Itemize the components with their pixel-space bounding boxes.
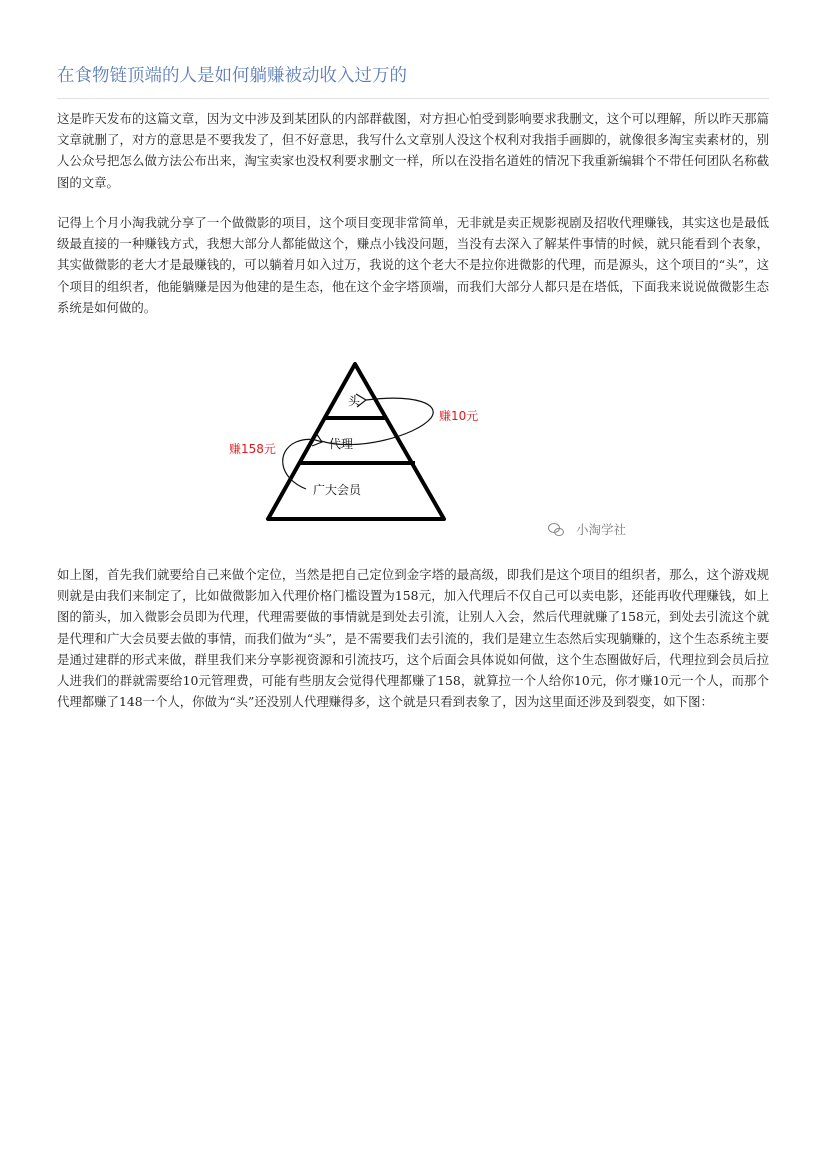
pyramid-diagram <box>226 356 646 546</box>
annotation-earn-10: 赚10元 <box>439 409 479 423</box>
paragraph-intro: 这是昨天发布的这篇文章，因为文中涉及到某团队的内部群截图，对方担心怕受到影响要求我删文，这个可以理解，所以昨天那篇文章就删了，对方的意思是不要我发了，但不好意思，我写什么文章别人没这个权利对我指手画脚的，就像很多淘宝卖素材的，别人公众号把怎么做方法公布出来，淘宝卖家也没权利要求删文一样，所以在没指名道姓的情况下我重新编辑个不带任何团队名称截图的文章。 <box>57 111 769 190</box>
title-divider <box>57 98 769 99</box>
tier-label-bottom: 广大会员 <box>313 483 362 497</box>
annotation-earn-158: 赚158元 <box>229 442 276 456</box>
tier-label-top: 头 <box>348 394 361 408</box>
paragraph-explanation: 如上图，首先我们就要给自己来做个定位，当然是把自己定位到金字塔的最高级，即我们是这个项目的组织者，那么，这个游戏规则就是由我们来制定了，比如做微影加入代理价格门槛设置为158元，加入代理后不仅自己可以卖电影，还能再收代理赚钱，如上图的箭头，加入微影会员即为代理，代理需要做的事情就是到处去引流，让别人入会，然后代理就赚了158元，到处去引流这个就是代理和广大会员要去做的事情，而我们做为“头”，是不需要我们去引流的，我们是建立生态然后实现躺赚的，这个生态系统主要是通过建群的形式来做，群里我们来分享影视资源和引流技巧，这个后面会具体说如何做，这个生态圈做好后，代理拉到会员后拉人进我们的群就需要给10元管理费，可能有些朋友会觉得代理都赚了158，就算拉一个人给你10元，你才赚10元一个人，而那个代理都赚了148一个人，你做为“头”还没别人代理赚得多，这个就是只看到表象了，因为这里面还涉及到裂变，如下图： <box>57 567 769 710</box>
page-title: 在食物链顶端的人是如何躺赚被动收入过万的 <box>57 66 407 86</box>
watermark-text: 小淘学社 <box>576 522 627 537</box>
wechat-icon <box>549 524 564 536</box>
tier-label-middle: 代理 <box>329 437 354 451</box>
paragraph-background: 记得上个月小淘我就分享了一个做微影的项目，这个项目变现非常简单，无非就是卖正规影视剧及招收代理赚钱，其实这也是最低级最直接的一种赚钱方式，我想大部分人都能做这个，赚点小钱没问题，当没有去深入了解某件事情的时候，就只能看到个表象，其实做微影的老大才是最赚钱的，可以躺着月如入过万，我说的这个老大不是拉你进微影的代理，而是源头，这个项目的“头”，这个项目的组织者，他能躺赚是因为他建的是生态，他在这个金字塔顶端，而我们大部分人都只是在塔低，下面我来说说做微影生态系统是如何做的。 <box>57 215 769 315</box>
